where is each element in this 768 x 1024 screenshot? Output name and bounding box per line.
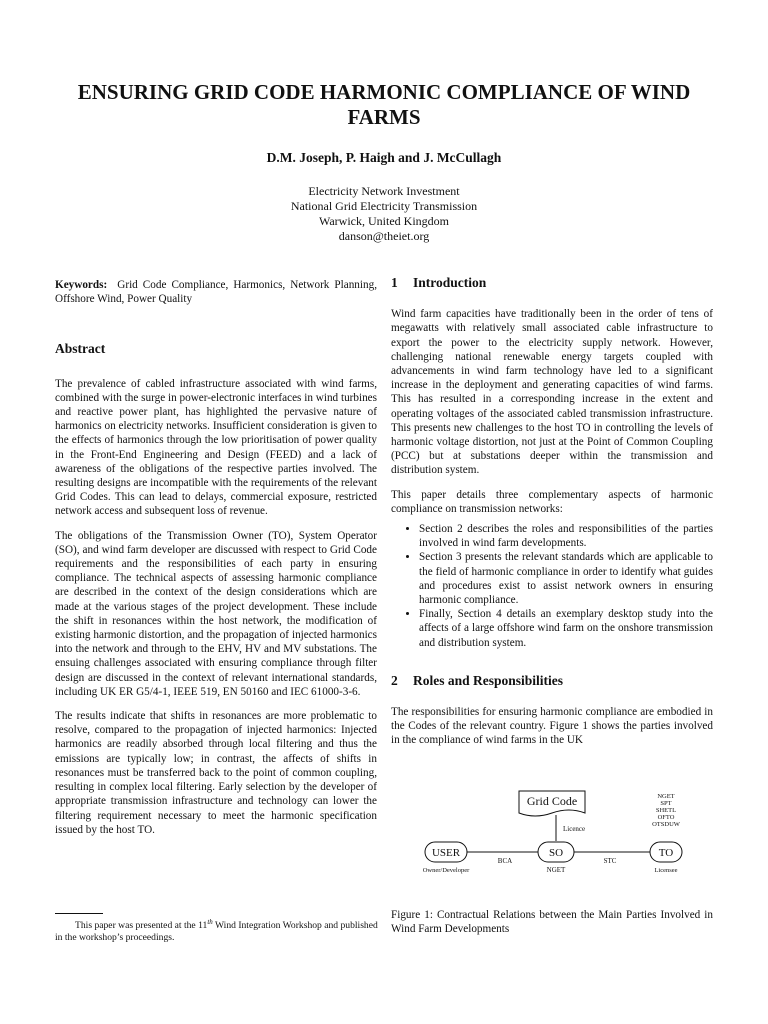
section-title: Roles and Responsibilities	[413, 672, 564, 688]
list-item: • Section 2 describes the roles and responsibilities of the parties involved in wind farm developments.	[419, 522, 713, 550]
list-item: • Finally, Section 4 details an exemplary desktop study into the affects of a large offshore wind farm on the onshore transmission and distribution system.	[419, 607, 713, 650]
footnote	[55, 916, 380, 944]
footnote-text-rest: Wind Integration Workshop and published in the workshop’s proceedings.	[55, 920, 378, 944]
to-list-item: SHETL	[655, 807, 677, 814]
to-list-item: OTSDUW	[652, 821, 680, 828]
user-label: USER	[431, 847, 461, 859]
footnote-ordinal: th	[207, 918, 213, 926]
paper-title: ENSURING GRID CODE HARMONIC COMPLIANCE OF WIND FARMS	[77, 80, 691, 129]
abstract-paragraph: The results indicate that shifts in resonances are more problematic to resolve, compared to the propagation of injected harmonics: Injected harmonics are readily absorbed through local filtering and thus the emissions are typically low; in contrast, the affects of shifts in resonances must be transferred back to the point of common coupling, resulting in complex local filtering. Early selection by the developer of appropriate transmission infrastructure and technology can lower the filtering requirement necessary to meet the harmonic specification issued by the host TO.	[55, 710, 377, 836]
to-list-item: OFTO	[657, 814, 675, 821]
body-paragraph: Wind farm capacities have traditionally been in the order of tens of megawatts with relatively small associated cable infrastructure to export the power to the electricity supply network. However, challenging national renewable energy targets coupled with advancements in wind farm technology have led to a significant increase in the deployment and generating capacities of wind farms. This has resulted in a corresponding increase in the extent and operating voltages of the associated cabled transmission infrastructure. This presents new challenges to the host TO in controlling the levels of harmonic voltage distortion, not just at the Point of Common Coupling (PCC) but at substations deeper within the transmission and distribution system.	[391, 308, 713, 477]
licence-label: Licence	[563, 825, 586, 833]
section-title: Introduction	[413, 275, 487, 290]
to-sub-label: Licensee	[654, 867, 678, 874]
figure-caption: Figure 1: Contractual Relations between the Main Parties Involved in Wind Farm Developments	[391, 909, 713, 936]
section-number: 1	[391, 275, 398, 290]
affiliation-organisation: National Grid Electricity Transmission	[290, 199, 478, 213]
user-sub-label: Owner/Developer	[422, 867, 470, 874]
paper-authors: D.M. Joseph, P. Haigh and J. McCullagh	[266, 150, 502, 165]
body-paragraph: The responsibilities for ensuring harmonic compliance are embodied in the Codes of the relevant country. Figure 1 shows the parties involved in the compliance of wind farms in the UK	[391, 706, 713, 747]
left-column	[55, 278, 377, 847]
to-list-item: SPT	[660, 800, 672, 807]
abstract-heading: Abstract	[55, 341, 106, 357]
right-column	[391, 276, 713, 758]
grid-code-label: Grid Code	[526, 794, 578, 808]
abstract-paragraph: The obligations of the Transmission Owner (TO), System Operator (SO), and wind farm developer are discussed with respect to Grid Code requirements and the responsibilities of each party in ensuring compliance. The technical aspects of assessing harmonic compliance are described in the context of the design considerations which are made at the various stages of the project development. These include the shift in resonances within the host network, the modification of existing harmonic distortion, and the propagation of injected harmonics into the network and through to the EHV, HV and MV substations. The ensuing challenges associated with ensuring compliance through filter design are discussed in the context of relevant international standards, including UK ER G5/4-1, IEEE 519, EN 50160 and IEC 61000-3-6.	[55, 529, 377, 698]
body-paragraph: This paper details three complementary aspects of harmonic compliance on transmission networks:	[391, 488, 713, 515]
affiliation-department: Electricity Network Investment	[308, 184, 460, 198]
affiliation-location: Warwick, United Kingdom	[318, 214, 449, 228]
contractual-relations-diagram	[415, 785, 715, 880]
so-label: SO	[548, 847, 564, 859]
section-number: 2	[391, 672, 398, 688]
section-heading-introduction	[391, 276, 713, 290]
keywords-text: Grid Code Compliance, Harmonics, Network Planning, Offshore Wind, Power Quality	[55, 279, 377, 306]
affiliation-email: danson@theiet.org	[338, 229, 430, 243]
to-label: TO	[658, 847, 674, 859]
so-sub-label: NGET	[546, 866, 566, 874]
list-item: • Section 3 presents the relevant standards which are applicable to the field of harmonic compliance in order to identify what guides and procedures exist to assist network owners in ensuring harmonic compliance.	[419, 550, 713, 607]
affiliation-block	[0, 184, 768, 244]
keywords-label: Keywords:	[55, 279, 108, 291]
to-list-item: NGET	[657, 793, 675, 800]
footnote-rule	[55, 913, 103, 914]
footnote-text: This paper was presented at the 11	[75, 920, 208, 932]
section-list	[391, 522, 713, 650]
bca-label: BCA	[497, 857, 513, 865]
section-heading-roles	[391, 674, 713, 688]
abstract-paragraph: The prevalence of cabled infrastructure associated with wind farms, combined with the surge in power-electronic interfaces in wind turbines and reactive power plant, has highlighted the pervasive nature of harmonics on electricity networks. Insufficient consideration is given to the effects of harmonics through the low prioritisation of power quality in the Front-End Engineering and Design (FEED) and a lack of awareness of the obligations of the respective parties involved. The resulting designs are incompatible with the requirements of the relevant Grid Codes. This can lead to delays, commercial exposure, restricted network access and subsequent loss of revenue.	[55, 377, 377, 518]
keywords	[55, 278, 377, 306]
stc-label: STC	[603, 857, 617, 865]
